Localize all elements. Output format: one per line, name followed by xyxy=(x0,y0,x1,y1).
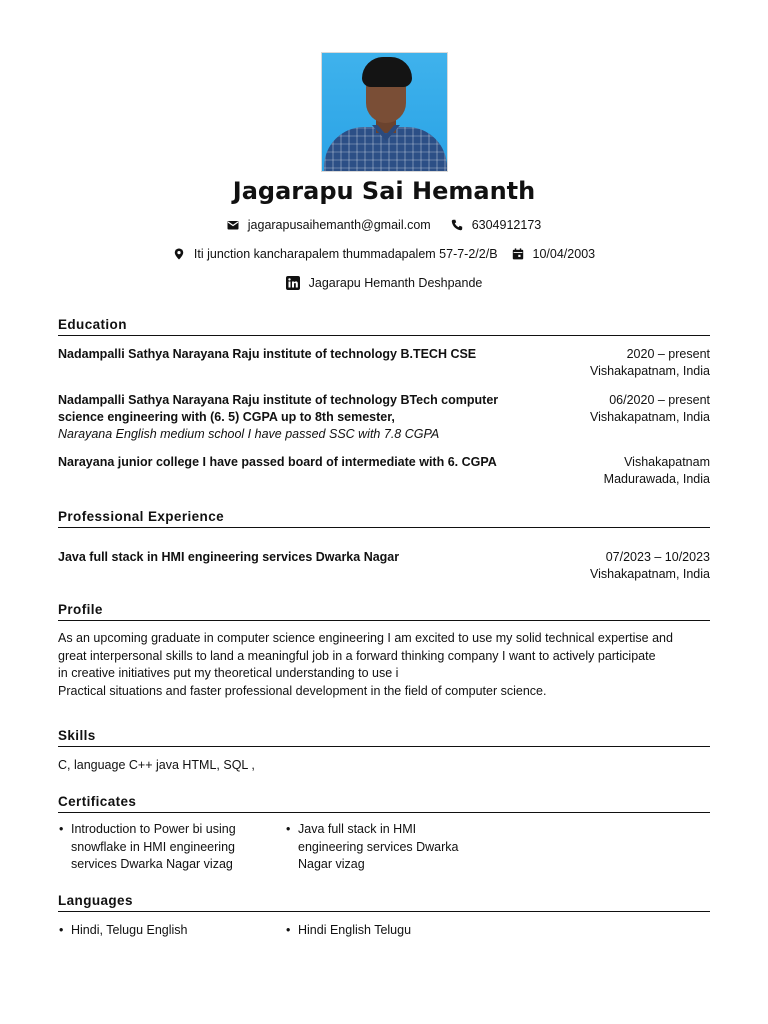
certificate-line: snowflake in HMI engineering xyxy=(71,839,235,854)
calendar-icon xyxy=(512,248,524,260)
certificate-line: services Dwarka Nagar vizag xyxy=(71,857,233,871)
education-date: 2020 – present xyxy=(626,347,710,361)
candidate-name: Jagarapu Sai Hemanth xyxy=(232,177,536,205)
location-icon xyxy=(173,248,185,260)
skills-heading: Skills xyxy=(58,728,710,747)
education-place: Vishakapatnam, India xyxy=(590,364,710,378)
education-title: Narayana junior college I have passed board of intermediate with 6. CGPA xyxy=(58,455,497,469)
contact-row-3 xyxy=(0,276,768,290)
certificate-item xyxy=(58,821,268,874)
profile-line: in creative initiatives put my theoretical understanding to use i xyxy=(58,666,399,680)
experience-title: Java full stack in HMI engineering services Dwarka Nagar xyxy=(58,550,400,564)
dob-item xyxy=(512,247,596,261)
education-title: Nadampalli Sathya Narayana Raju institute of technology B.TECH CSE xyxy=(58,347,477,361)
skills-section xyxy=(58,728,710,747)
experience-heading: Professional Experience xyxy=(58,509,710,528)
linkedin-text: Jagarapu Hemanth Deshpande xyxy=(308,276,483,290)
email-text: jagarapusaihemanth@gmail.com xyxy=(247,218,431,232)
contact-row-1 xyxy=(0,218,768,232)
address-text: Iti junction kancharapalem thummadapalem 57-7-2/2/B xyxy=(193,247,498,261)
profile-text xyxy=(58,630,710,700)
education-title: Nadampalli Sathya Narayana Raju institute of technology BTech computer xyxy=(58,393,499,407)
linkedin-icon xyxy=(286,276,300,290)
education-title-cont: science engineering with (6. 5) CGPA up to 8th semester, xyxy=(58,410,395,424)
profile-heading: Profile xyxy=(58,602,710,621)
experience-section xyxy=(58,509,710,528)
photo-hair xyxy=(362,57,412,87)
certificate-item xyxy=(285,821,485,874)
certificate-line: Nagar vizag xyxy=(298,857,365,871)
experience-date: 07/2023 – 10/2023 xyxy=(605,550,710,564)
dob-text: 10/04/2003 xyxy=(532,247,596,261)
education-section xyxy=(58,317,710,336)
skills-text: C, language C++ java HTML, SQL , xyxy=(58,758,255,772)
education-place: Vishakapatnam, India xyxy=(590,410,710,424)
email-icon xyxy=(227,219,239,231)
phone-text: 6304912173 xyxy=(471,218,542,232)
certificates-heading: Certificates xyxy=(58,794,710,813)
education-place: Madurawada, India xyxy=(603,472,710,486)
languages-section xyxy=(58,893,710,912)
education-heading: Education xyxy=(58,317,710,336)
education-note: Narayana English medium school I have passed SSC with 7.8 CGPA xyxy=(58,427,440,441)
experience-place: Vishakapatnam, India xyxy=(590,567,710,581)
certificate-line: engineering services Dwarka xyxy=(298,839,459,854)
certificates-section xyxy=(58,794,710,813)
languages-heading: Languages xyxy=(58,893,710,912)
photo-shirt xyxy=(324,127,447,172)
profile-photo xyxy=(321,52,448,172)
profile-line: great interpersonal skills to land a meaningful job in a forward thinking company I want to actively participate xyxy=(58,648,656,663)
certificate-line: • Introduction to Power bi using xyxy=(71,822,236,836)
language-item: • Hindi, Telugu English xyxy=(58,922,268,940)
profile-section xyxy=(58,602,710,621)
certificate-line: • Java full stack in HMI xyxy=(298,822,417,836)
linkedin-item[interactable] xyxy=(286,276,483,290)
profile-line: Practical situations and faster professional development in the field of computer science. xyxy=(58,683,547,698)
profile-line: As an upcoming graduate in computer science engineering I am excited to use my solid technical expertise and xyxy=(58,631,673,645)
education-date: Vishakapatnam xyxy=(624,455,710,469)
phone-item[interactable] xyxy=(451,218,542,232)
education-date: 06/2020 – present xyxy=(609,393,710,407)
email-item[interactable] xyxy=(227,218,431,232)
language-item: • Hindi English Telugu xyxy=(285,922,485,940)
address-item xyxy=(173,247,498,261)
contact-row-2 xyxy=(0,247,768,261)
phone-icon xyxy=(451,219,463,231)
